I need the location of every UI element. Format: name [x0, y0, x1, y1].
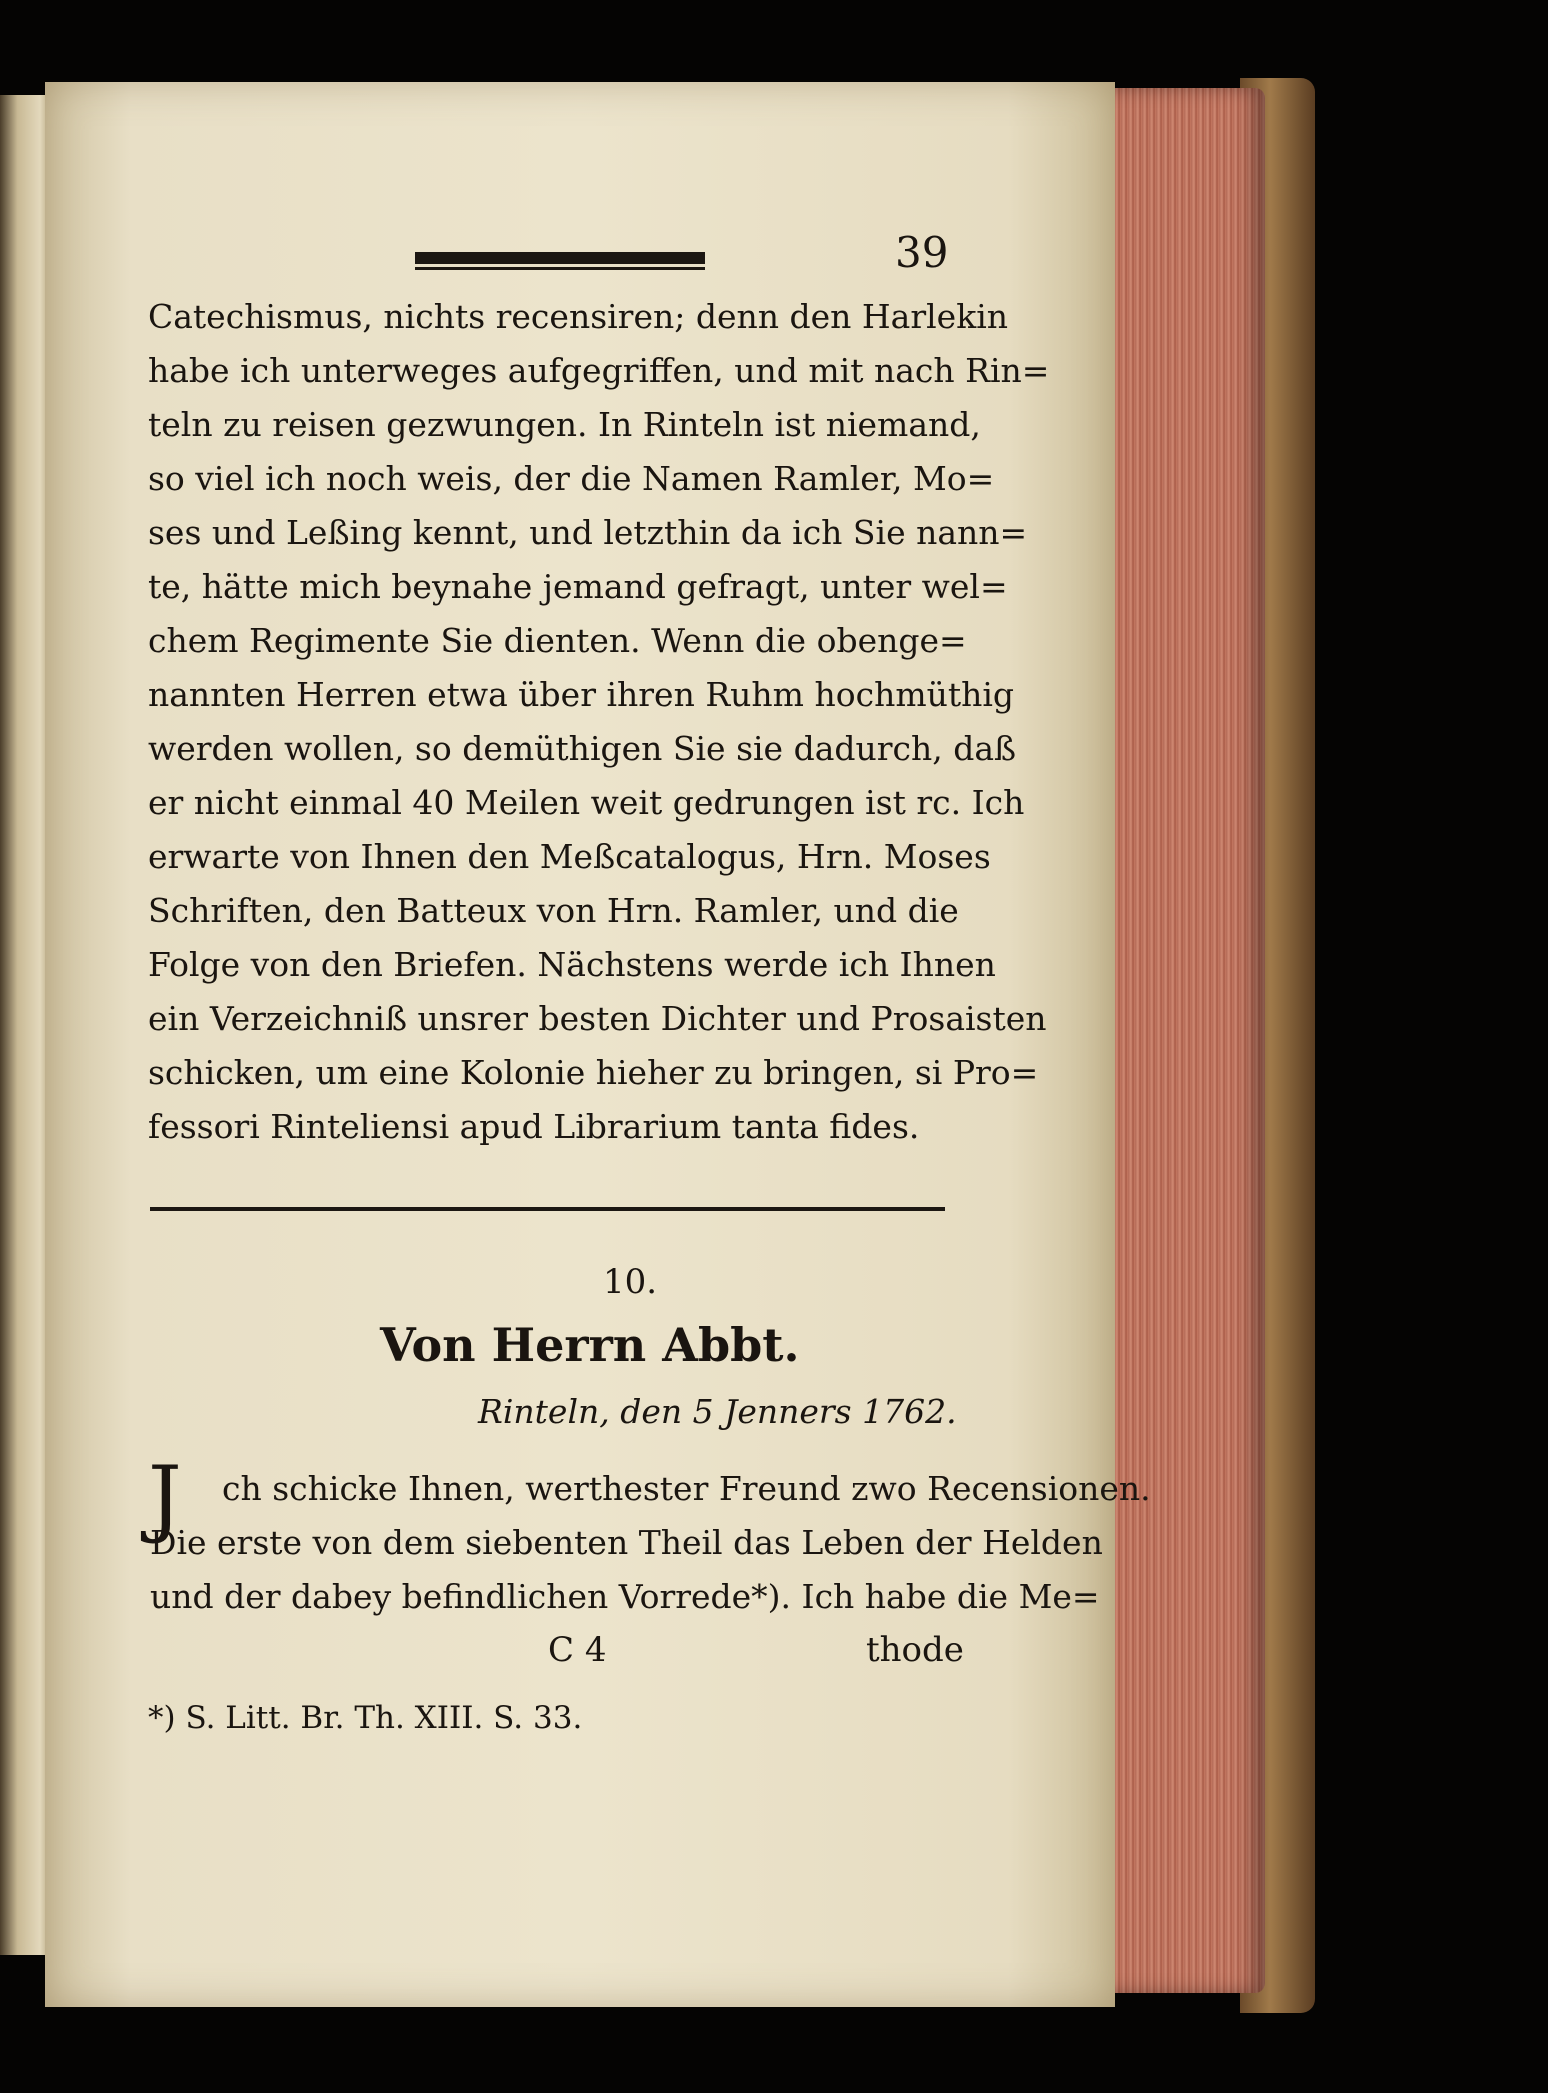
facing-page-edge [0, 95, 50, 1955]
text-line: Catechismus, nichts recensiren; denn den Harlekin [148, 297, 1009, 336]
text-line: fessori Rinteliensi apud Librarium tanta fides. [148, 1107, 920, 1146]
letter-title: Von Herrn Abbt. [380, 1318, 800, 1372]
letter-text [150, 1462, 1151, 1624]
text-line: Die erste von dem siebenten Theil das Leben der Helden [150, 1523, 1103, 1562]
drop-cap: J [148, 1448, 182, 1546]
text-line: Schriften, den Batteux von Hrn. Ramler, und die [148, 891, 959, 930]
header-rule [415, 252, 705, 264]
text-line: so viel ich noch weis, der die Namen Ramler, Mo= [148, 459, 995, 498]
text-line: te, hätte mich beynahe jemand gefragt, unter wel= [148, 567, 1008, 606]
letter-dateline: Rinteln, den 5 Jenners 1762. [478, 1392, 957, 1431]
body-text [148, 290, 1049, 1154]
page-header [415, 228, 975, 292]
text-line: ch schicke Ihnen, werthester Freund zwo Recensionen. [222, 1469, 1151, 1508]
text-line: werden wollen, so demüthigen Sie sie dadurch, daß [148, 729, 1017, 768]
letter-number: 10. [602, 1262, 658, 1302]
text-line: chem Regimente Sie dienten. Wenn die obenge= [148, 621, 967, 660]
signature-mark: C 4 [548, 1630, 607, 1670]
catchword: thode [866, 1630, 964, 1670]
footnote: *) S. Litt. Br. Th. XIII. S. 33. [148, 1700, 583, 1736]
text-line: nannten Herren etwa über ihren Ruhm hochmüthig [148, 675, 1015, 714]
text-line: schicken, um eine Kolonie hieher zu bringen, si Pro= [148, 1053, 1039, 1092]
text-line: teln zu reisen gezwungen. In Rinteln ist niemand, [148, 405, 981, 444]
page-block-fore-edge [1100, 88, 1265, 1993]
text-line: und der dabey befindlichen Vorrede*). Ich habe die Me= [150, 1577, 1100, 1616]
page-number: 39 [895, 228, 949, 277]
text-line: er nicht einmal 40 Meilen weit gedrungen ist rc. Ich [148, 783, 1025, 822]
text-line: habe ich unterweges aufgegriffen, und mit nach Rin= [148, 351, 1050, 390]
text-line: Folge von den Briefen. Nächstens werde ich Ihnen [148, 945, 996, 984]
text-line: erwarte von Ihnen den Meßcatalogus, Hrn. Moses [148, 837, 991, 876]
section-divider-rule [150, 1207, 945, 1211]
text-line: ses und Leßing kennt, und letzthin da ich Sie nann= [148, 513, 1028, 552]
text-line: ein Verzeichniß unsrer besten Dichter und Prosaisten [148, 999, 1047, 1038]
